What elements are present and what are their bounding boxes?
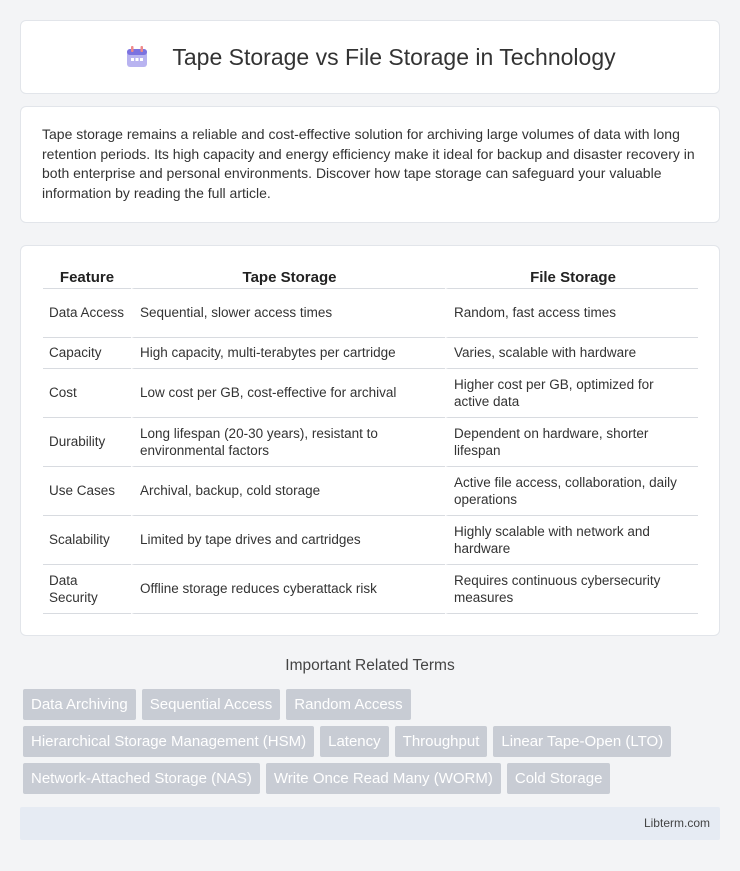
cell-feature: Capacity [43,338,131,369]
cell-file: Dependent on hardware, shorter lifespan [445,418,698,467]
tag-lto[interactable]: Linear Tape-Open (LTO) [493,726,671,757]
cell-tape: Offline storage reduces cyberattack risk [131,565,445,614]
tag-latency[interactable]: Latency [320,726,389,757]
tag-row [23,726,723,757]
footer [20,807,720,840]
table-row [43,338,698,369]
tag-cold-storage[interactable]: Cold Storage [507,763,611,794]
cell-feature: Durability [43,418,131,467]
cell-tape: High capacity, multi-terabytes per cartridge [131,338,445,369]
tag-row [23,763,723,794]
cell-feature: Scalability [43,516,131,565]
table-header-row [43,264,698,289]
cell-tape: Archival, backup, cold storage [131,467,445,516]
intro-card [20,106,720,223]
intro-text: Tape storage remains a reliable and cost-effective solution for archiving large volumes of data with long retention periods. Its high capacity and energy efficiency make it ideal for backup and disaster recovery in both enterprise and personal environments. Discover how tape storage can safeguard your valuable information by reading the full article. [42,126,695,201]
cell-feature: Data Security [43,565,131,614]
table-row [43,516,698,565]
tag-nas[interactable]: Network-Attached Storage (NAS) [23,763,260,794]
table-row [43,369,698,418]
table-row [43,467,698,516]
cell-file: Active file access, collaboration, daily operations [445,467,698,516]
cell-file: Requires continuous cybersecurity measures [445,565,698,614]
table-row [43,418,698,467]
title-card [20,20,720,94]
tag-worm[interactable]: Write Once Read Many (WORM) [266,763,501,794]
cell-file: Random, fast access times [445,289,698,338]
cell-tape: Low cost per GB, cost-effective for archival [131,369,445,418]
header-tape-storage: Tape Storage [131,264,445,289]
table-row [43,289,698,338]
comparison-table-card [20,245,720,636]
cell-feature: Cost [43,369,131,418]
tag-throughput[interactable]: Throughput [395,726,488,757]
page-title: Tape Storage vs File Storage in Technology [172,43,616,70]
tag-data-archiving[interactable]: Data Archiving [23,689,136,720]
cell-feature: Data Access [43,289,131,338]
cell-file: Highly scalable with network and hardware [445,516,698,565]
related-terms-heading: Important Related Terms [285,657,455,674]
related-terms-tags [23,689,723,800]
calendar-icon [124,44,150,70]
tag-random-access[interactable]: Random Access [286,689,410,720]
comparison-table [43,264,698,614]
cell-tape: Sequential, slower access times [131,289,445,338]
cell-file: Higher cost per GB, optimized for active data [445,369,698,418]
tag-hsm[interactable]: Hierarchical Storage Management (HSM) [23,726,314,757]
cell-tape: Long lifespan (20-30 years), resistant to environmental factors [131,418,445,467]
cell-file: Varies, scalable with hardware [445,338,698,369]
header-feature: Feature [43,264,131,289]
table-row [43,565,698,614]
tag-row [23,689,723,720]
tag-sequential-access[interactable]: Sequential Access [142,689,281,720]
footer-site-link[interactable]: Libterm.com [643,816,710,830]
cell-tape: Limited by tape drives and cartridges [131,516,445,565]
header-file-storage: File Storage [445,264,698,289]
cell-feature: Use Cases [43,467,131,516]
